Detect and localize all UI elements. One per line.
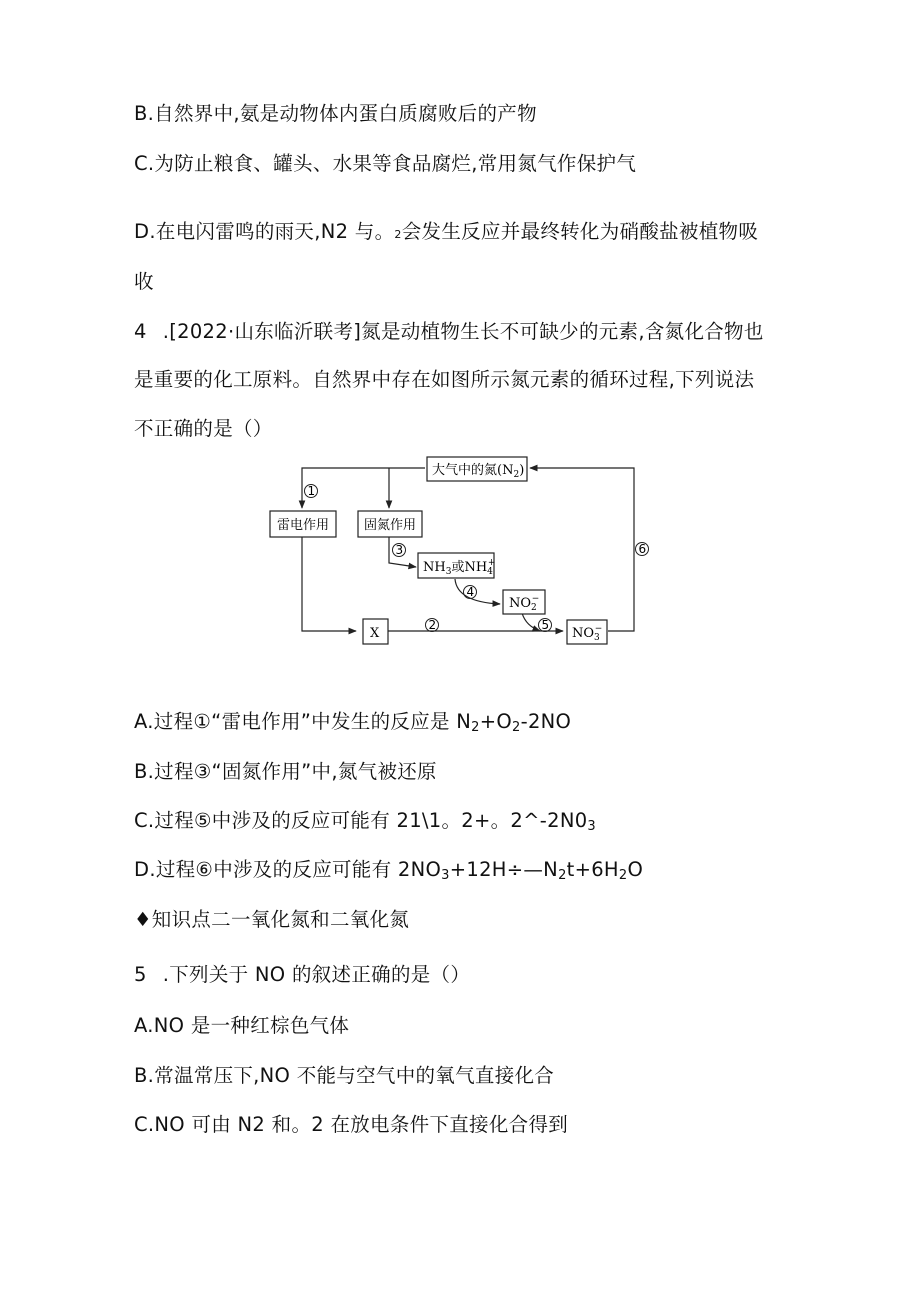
x-box <box>363 619 388 644</box>
q4-number: 4 <box>134 320 147 343</box>
arrow-no2-to-no3 <box>522 613 540 631</box>
step-4-marker <box>464 585 477 599</box>
q3-option-d-continued: 收 <box>134 270 154 293</box>
svg-text:大气中的氮(N2): 大气中的氮$(N_2)$ <box>432 463 525 480</box>
q5-option-a: A.NO 是一种红棕色气体 <box>134 1014 350 1037</box>
q4-stem-line1: 4 .[2022·山东临沂联考]氮是动植物生长不可缺少的元素,含氮化合物也 <box>134 320 764 343</box>
svg-text:1: 1 <box>307 484 316 498</box>
q4-option-c: C.过程⑤中涉及的反应可能有 21\1。2+。$2\^{}-2N0_3$ <box>134 809 596 834</box>
q4-option-d: D.过程⑥中涉及的反应可能有 $2NO_3+12H\div—N_2t+6H_2O$ <box>134 858 644 883</box>
arrow-nh3-to-no2 <box>455 579 500 604</box>
no3-box <box>567 620 607 644</box>
svg-text:固氮作用: 固氮作用 <box>364 518 417 533</box>
svg-text:3: 3 <box>395 543 404 557</box>
svg-text:NO3−: $NO_3-$ <box>572 624 603 643</box>
q3-option-b: B.自然界中,氨是动物体内蛋白质腐败后的产物 <box>134 102 537 125</box>
svg-text:2: 2 <box>428 618 437 632</box>
svg-text:NH3或NH4+: $NH_3$或$NH_4+$ <box>423 558 496 577</box>
svg-text:X: X <box>370 626 380 641</box>
nh3-nh4-box <box>418 553 495 578</box>
q4-stem-line3: 不正确的是（） <box>134 417 273 440</box>
q4-stem-line2: 是重要的化工原料。自然界中存在如图所示氮元素的循环过程,下列说法 <box>134 368 755 391</box>
svg-text:NO2−: $NO_2-$ <box>509 594 540 613</box>
no2-box <box>503 590 545 614</box>
arrow-lightning-to-x <box>302 537 356 631</box>
svg-text:5: 5 <box>541 618 550 632</box>
q5-stem: 5 .下列关于 NO 的叙述正确的是（） <box>134 963 471 986</box>
q4-option-a: A.过程①“雷电作用”中发生的反应是 $N_2+O_2-2NO$ <box>134 710 572 735</box>
step-1-marker <box>305 484 318 498</box>
step-2-marker <box>426 618 439 632</box>
q5-number: 5 <box>134 963 147 986</box>
arrow-atmosphere-to-lightning <box>302 468 425 508</box>
step-5-marker <box>539 618 552 632</box>
atmosphere-box <box>427 457 527 481</box>
svg-text:6: 6 <box>638 542 647 556</box>
step-3-marker <box>393 543 406 557</box>
knowledge-point-heading: ♦知识点二一氧化氮和二氧化氮 <box>134 908 410 931</box>
q3-option-d: D.在电闪雷鸣的雨天,N2 与。2会发生反应并最终转化为硝酸盐被植物吸 <box>134 220 759 243</box>
step-6-marker <box>636 542 649 556</box>
q4-option-b: B.过程③“固氮作用”中,氮气被还原 <box>134 760 437 783</box>
q3-option-c: C.为防止粮食、罐头、水果等食品腐烂,常用氮气作保护气 <box>134 152 637 175</box>
q5-option-b: B.常温常压下,NO 不能与空气中的氧气直接化合 <box>134 1064 555 1087</box>
lightning-box <box>270 511 336 537</box>
q5-option-c: C.NO 可由 N2 和。2 在放电条件下直接化合得到 <box>134 1113 569 1136</box>
svg-text:雷电作用: 雷电作用 <box>277 518 330 533</box>
svg-text:4: 4 <box>466 585 475 599</box>
fixation-box <box>358 511 422 537</box>
